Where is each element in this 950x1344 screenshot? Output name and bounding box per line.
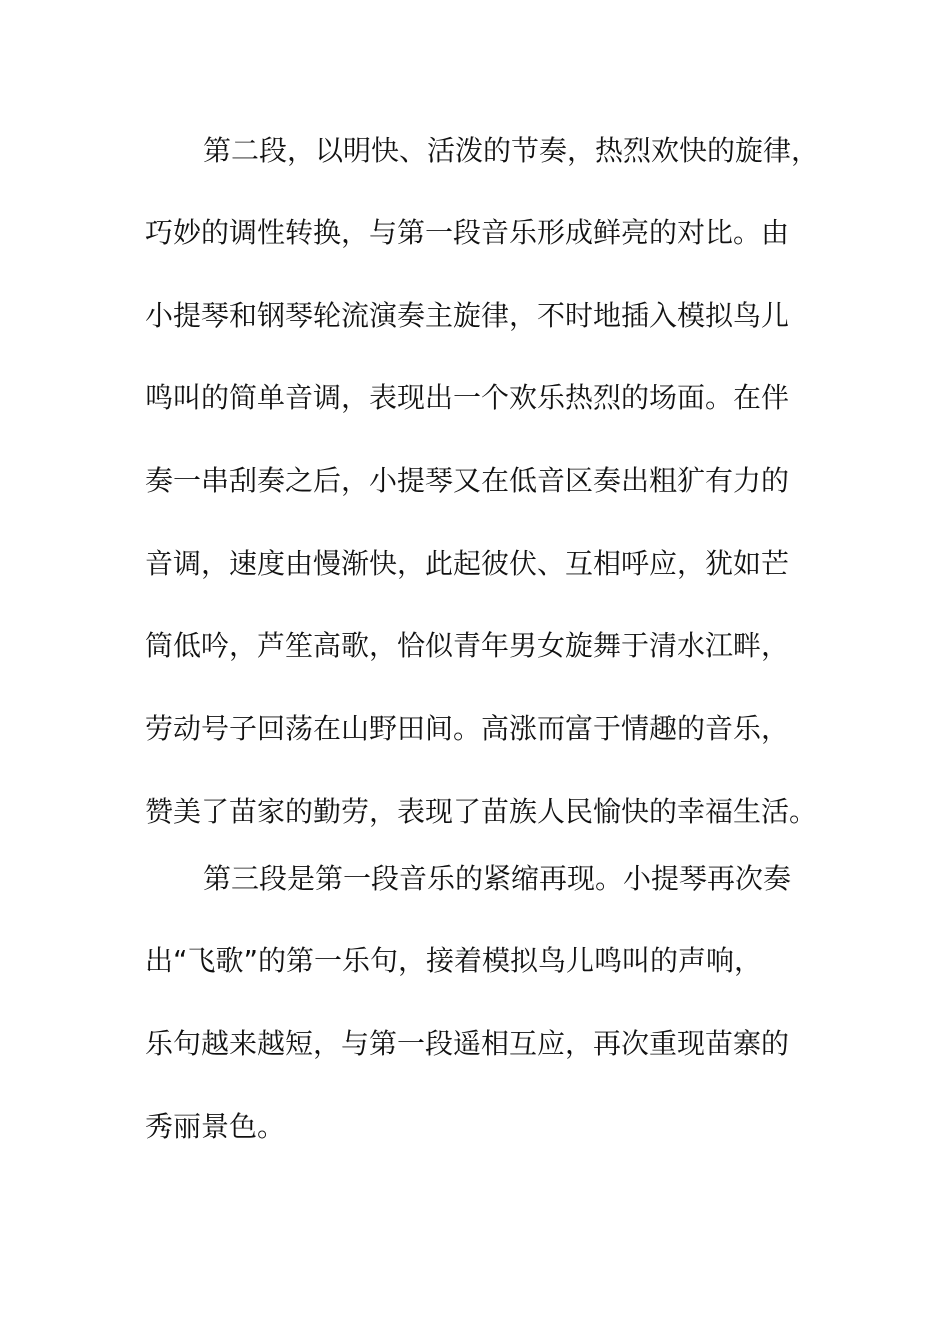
paragraph-line: 小提琴和钢琴轮流演奏主旋律，不时地插入模拟鸟儿	[145, 299, 790, 332]
paragraph-line: 第二段，以明快、活泼的节奏，热烈欢快的旋律，	[203, 134, 820, 167]
paragraph-line: 鸣叫的简单音调，表现出一个欢乐热烈的场面。在伴	[145, 381, 790, 414]
paragraph-line: 奏一串刮奏之后，小提琴又在低音区奏出粗犷有力的	[145, 464, 790, 497]
paragraph-line: 乐句越来越短，与第一段遥相互应，再次重现苗寨的	[145, 1027, 790, 1060]
paragraph-line: 出“飞歌”的第一乐句，接着模拟鸟儿鸣叫的声响，	[145, 944, 763, 977]
paragraph-line: 秀丽景色。	[145, 1110, 286, 1143]
paragraph-line: 音调，速度由慢渐快，此起彼伏、互相呼应，犹如芒	[145, 547, 790, 580]
paragraph-line: 劳动号子回荡在山野田间。高涨而富于情趣的音乐，	[145, 712, 790, 745]
paragraph-line: 第三段是第一段音乐的紧缩再现。小提琴再次奏	[203, 862, 792, 895]
paragraph-line: 赞美了苗家的勤劳，表现了苗族人民愉快的幸福生活。	[145, 795, 818, 828]
paragraph-line: 巧妙的调性转换，与第一段音乐形成鲜亮的对比。由	[145, 216, 790, 249]
paragraph-line: 筒低吟，芦笙高歌，恰似青年男女旋舞于清水江畔，	[145, 629, 790, 662]
